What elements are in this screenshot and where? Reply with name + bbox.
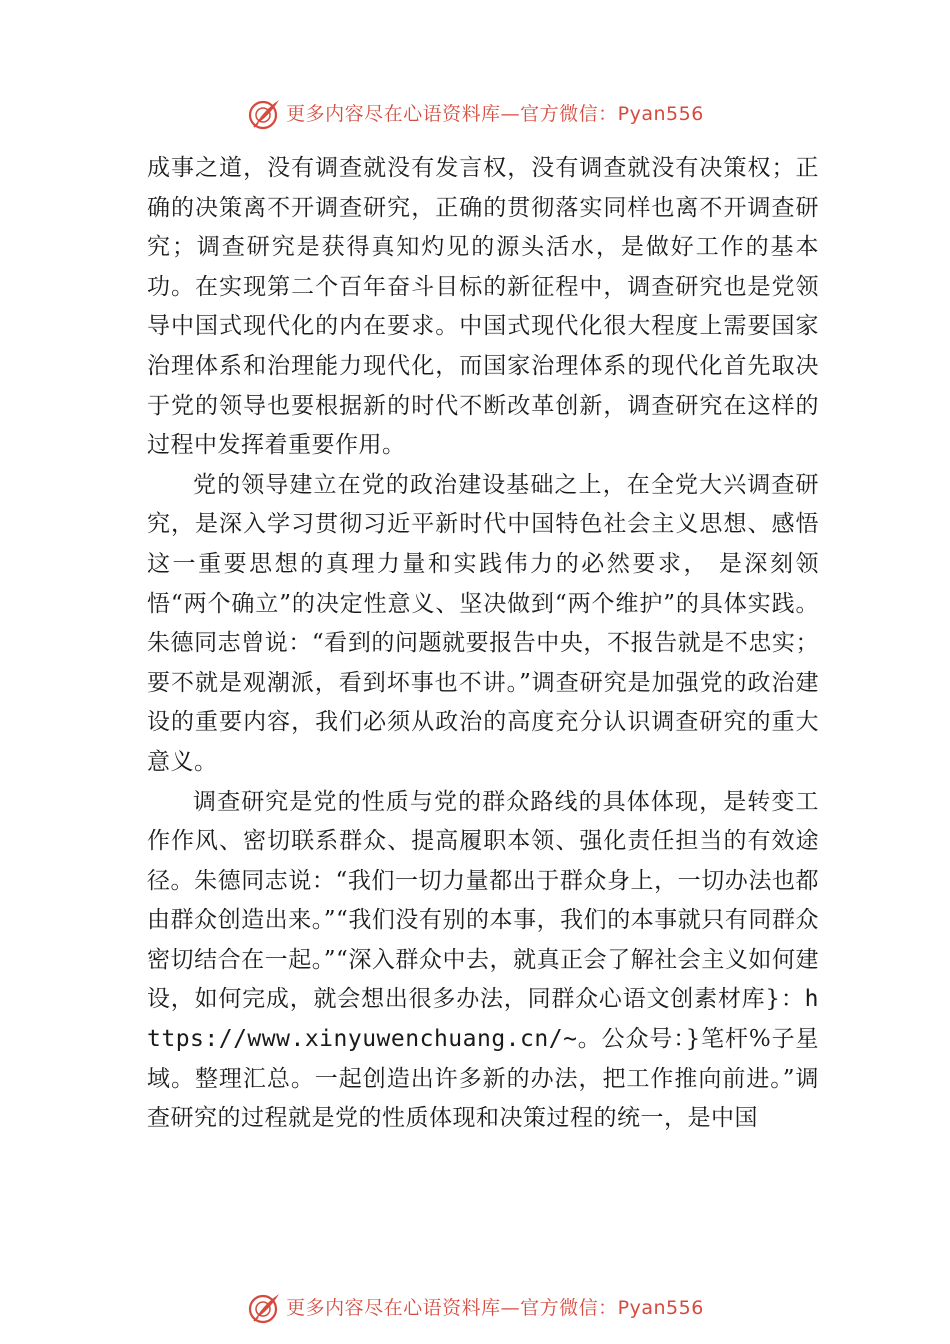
paragraph-3-url: https://www.xinyuwenchuang.cn/~ (147, 986, 819, 1053)
footer-wechat-id: Pyan556 (617, 1296, 704, 1319)
header-wechat-id: Pyan556 (617, 102, 704, 125)
feather-seal-icon (246, 1290, 282, 1326)
header-banner (0, 94, 950, 134)
paragraph-3-text-b: 。公众号：}笔杆%子星域。整理汇总。一起创造出许多新的办法，把工作推向前进。”调查研究的过程就是党的性质体现和决策过程的统一，是中国 (147, 1026, 819, 1132)
header-banner-label: 更多内容尽在心语资料库—官方微信： (286, 102, 618, 125)
header-banner-text (286, 102, 704, 125)
document-body (147, 149, 819, 1139)
feather-seal-icon (246, 96, 282, 132)
paragraph-3-text-a: 调查研究是党的性质与党的群众路线的具体体现，是转变工作作风、密切联系群众、提高履职本领、强化责任担当的有效途径。朱德同志说：“我们一切力量都出于群众身上，一切办法也都由群众创造出来。”“我们没有别的本事，我们的本事就只有同群众密切结合在一起。”“深入群众中去，就真正会了解社会主义如何建设，如何完成，就会想出很多办法，同群众心语文创素材库}： (147, 788, 819, 1013)
footer-banner-text (286, 1296, 704, 1319)
footer-banner-label: 更多内容尽在心语资料库—官方微信： (286, 1296, 618, 1319)
paragraph-2: 党的领导建立在党的政治建设基础之上，在全党大兴调查研究，是深入学习贯彻习近平新时代中国特色社会主义思想、感悟这一重要思想的真理力量和实践伟力的必然要求， 是深刻领悟“两个确立”的决定性意义、坚决做到“两个维护”的具体实践。朱德同志曾说：“看到的问题就要报告中央，不报告就是不忠实；要不就是观潮派，看到坏事也不讲。”调查研究是加强党的政治建设的重要内容，我们必须从政治的高度充分认识调查研究的重大意义。 (147, 471, 819, 775)
paragraph-1: 成事之道，没有调查就没有发言权，没有调查就没有决策权；正确的决策离不开调查研究，正确的贯彻落实同样也离不开调查研究；调查研究是获得真知灼见的源头活水，是做好工作的基本功。在实现第二个百年奋斗目标的新征程中，调查研究也是党领导中国式现代化的内在要求。中国式现代化很大程度上需要国家治理体系和治理能力现代化，而国家治理体系的现代化首先取决于党的领导也要根据新的时代不断改革创新，调查研究在这样的过程中发挥着重要作用。 (147, 155, 819, 459)
footer-banner (0, 1288, 950, 1328)
paragraph-3 (147, 783, 819, 1139)
